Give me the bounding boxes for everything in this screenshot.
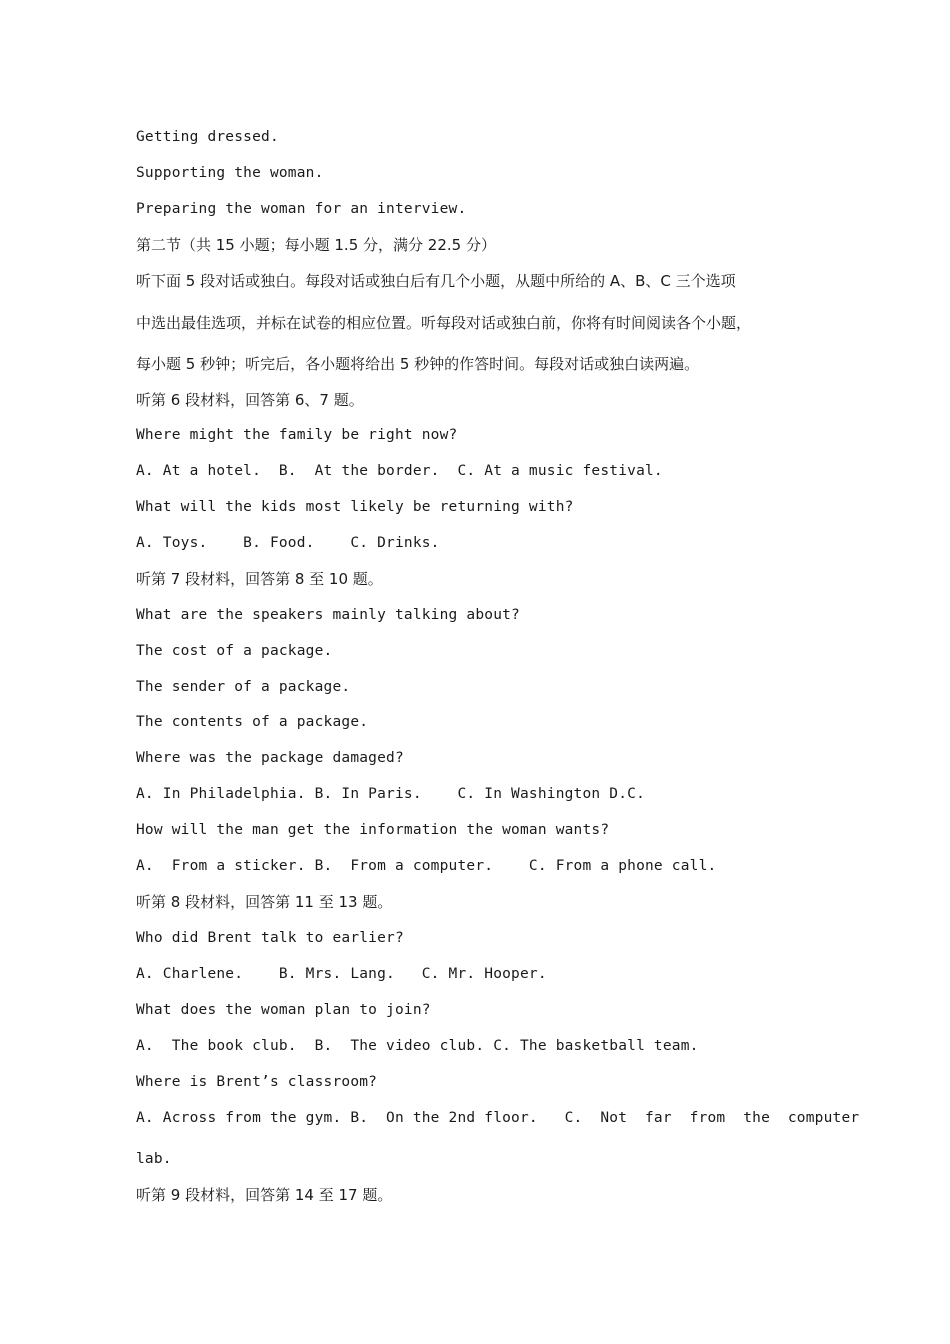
answer-options: A. Toys. B. Food. C. Drinks. [136,535,440,551]
part-heading: 听第 9 段材料，回答第 14 至 17 题。 [136,1186,393,1204]
question-text: Who did Brent talk to earlier? [136,930,404,946]
option-text: The cost of a package. [136,643,333,659]
answer-options-continued: lab. [136,1151,172,1167]
instruction-text: 听下面 5 段对话或独白。每段对话或独白后有几个小题，从题中所给的 A、B、C 三个选项 [136,272,736,290]
question-text: What will the kids most likely be returning with? [136,499,574,515]
question-text: What are the speakers mainly talking about? [136,607,520,623]
option-text: The contents of a package. [136,714,369,730]
section-heading: 第二节（共 15 小题；每小题 1.5 分，满分 22.5 分） [136,236,496,254]
question-text: Where is Brent’s classroom? [136,1074,378,1090]
option-text: The sender of a package. [136,679,351,695]
question-text: Where was the package damaged? [136,750,404,766]
answer-options: A. Across from the gym. B. On the 2nd floor. C. Not far from the computer [136,1110,860,1126]
answer-options: A. Charlene. B. Mrs. Lang. C. Mr. Hooper. [136,966,547,982]
answer-options: A. The book club. B. The video club. C. The basketball team. [136,1038,699,1054]
part-heading: 听第 7 段材料，回答第 8 至 10 题。 [136,570,383,588]
instruction-text: 中选出最佳选项，并标在试卷的相应位置。听每段对话或独白前，你将有时间阅读各个小题， [136,314,752,332]
option-text: Preparing the woman for an interview. [136,201,467,217]
part-heading: 听第 6 段材料，回答第 6、7 题。 [136,391,364,409]
option-text: Supporting the woman. [136,165,324,181]
question-text: What does the woman plan to join? [136,1002,431,1018]
part-heading: 听第 8 段材料，回答第 11 至 13 题。 [136,893,393,911]
instruction-text: 每小题 5 秒钟；听完后，各小题将给出 5 秒钟的作答时间。每段对话或独白读两遍。 [136,355,700,373]
answer-options: A. In Philadelphia. B. In Paris. C. In Washington D.C. [136,786,645,802]
option-text: Getting dressed. [136,129,279,145]
question-text: How will the man get the information the woman wants? [136,822,610,838]
answer-options: A. At a hotel. B. At the border. C. At a music festival. [136,463,663,479]
answer-options: A. From a sticker. B. From a computer. C. From a phone call. [136,858,717,874]
question-text: Where might the family be right now? [136,427,458,443]
